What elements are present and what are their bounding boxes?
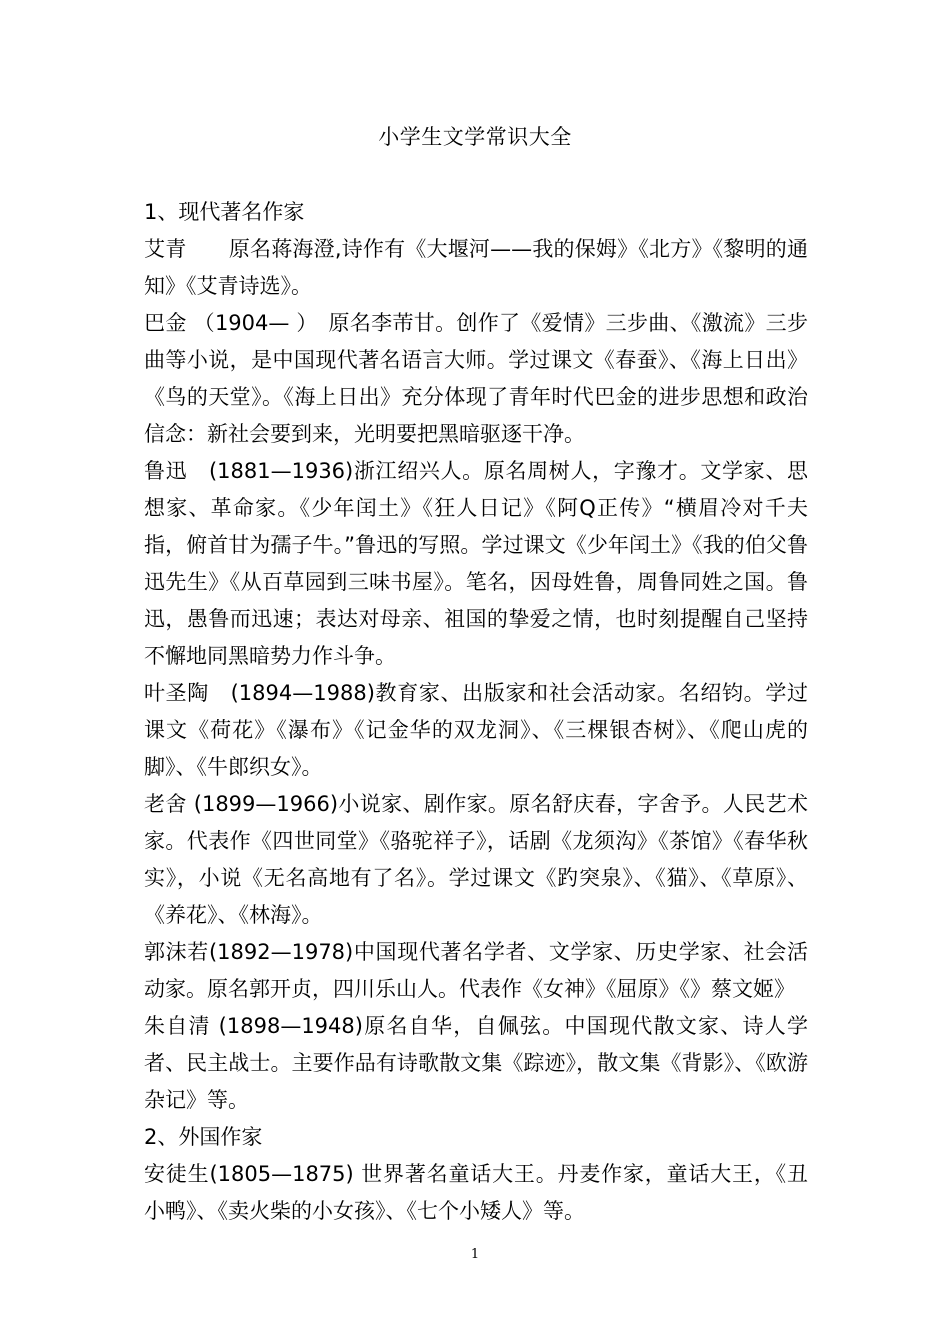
section-heading-modern-writers: 1、现代著名作家: [144, 200, 305, 224]
paragraph-ba-jin: 巴金 （1904— ） 原名李芾甘。创作了《爱情》三步曲、《激流》三步曲等小说，是中国现代著名语言大师。学过课文《春蚕》、《海上日出》《鸟的天堂》。《海上日出》充分体现了青年时代巴金的进步思想和政治信念：新社会要到来，光明要把黑暗驱逐干净。: [144, 311, 808, 446]
paragraph-ye-shengtao: 叶圣陶 (1894—1988)教育家、出版家和社会活动家。名绍钧。学过课文《荷花》《瀑布》《记金华的双龙洞》、《三棵银杏树》、《爬山虎的脚》、《牛郎织女》。: [144, 681, 808, 779]
paragraph-andersen: 安徒生(1805—1875) 世界著名童话大王。丹麦作家，童话大王，《丑小鸭》、《卖火柴的小女孩》、《七个小矮人》等。: [144, 1162, 808, 1223]
paragraph-ai-qing: 艾青 原名蒋海澄,诗作有《大堰河——我的保姆》《北方》《黎明的通知》《艾青诗选》。: [144, 237, 808, 298]
section-heading-foreign-writers: 2、外国作家: [144, 1125, 263, 1149]
document-body: [144, 194, 808, 1230]
document-title: 小学生文学常识大全: [378, 125, 572, 149]
paragraph-lao-she: 老舍 (1899—1966)小说家、剧作家。原名舒庆春，字舍予。人民艺术家。代表作《四世同堂》《骆驼祥子》，话剧《龙须沟》《茶馆》《春华秋实》，小说《无名高地有了名》。学过课文《趵突泉》、《猫》、《草原》、《养花》、《林海》。: [144, 792, 808, 927]
page-number: 1: [470, 1247, 480, 1262]
paragraph-guo-moruo: 郭沫若(1892—1978)中国现代著名学者、文学家、历史学家、社会活动家。原名郭开贞，四川乐山人。代表作《女神》《屈原》《》蔡文姬》: [144, 940, 808, 1001]
paragraph-lu-xun: 鲁迅 (1881—1936)浙江绍兴人。原名周树人，字豫才。文学家、思想家、革命家。《少年闰土》《狂人日记》《阿Q正传》“横眉冷对千夫指，俯首甘为孺子牛。”鲁迅的写照。学过课文《少年闰土》《我的伯父鲁迅先生》《从百草园到三味书屋》。笔名，因母姓鲁，周鲁同姓之国。鲁迅，愚鲁而迅速；表达对母亲、祖国的挚爱之情，也时刻提醒自己坚持不懈地同黑暗势力作斗争。: [144, 459, 808, 668]
paragraph-zhu-ziqing: 朱自清 (1898—1948)原名自华，自佩弦。中国现代散文家、诗人学者、民主战士。主要作品有诗歌散文集《踪迹》，散文集《背影》、《欧游杂记》等。: [144, 1014, 808, 1112]
